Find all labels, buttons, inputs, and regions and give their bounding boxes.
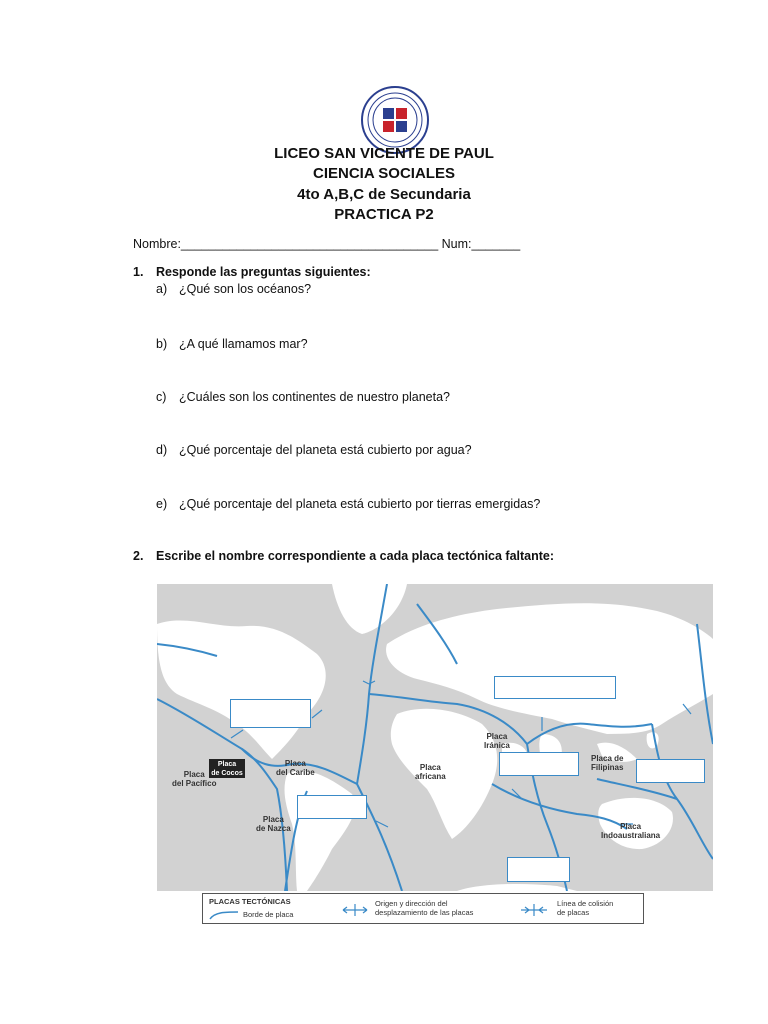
subject-title: CIENCIA SOCIALES <box>313 165 455 182</box>
label-iranian-plate: Placa Iránica <box>484 732 510 750</box>
question-1b-letter: b) <box>156 337 168 351</box>
question-1c-text: ¿Cuáles son los continentes de nuestro planeta? <box>179 390 451 404</box>
name-number-line[interactable]: Nombre:_____________________________________ Num:_______ <box>133 237 521 251</box>
question-1a-letter: a) <box>156 282 168 296</box>
grade-title: 4to A,B,C de Secundaria <box>297 186 471 203</box>
school-name: LICEO SAN VICENTE DE PAUL <box>274 145 494 162</box>
question-1e-text: ¿Qué porcentaje del planeta está cubierto por tierras emergidas? <box>179 497 541 511</box>
label-philippine-plate: Placa de Filipinas <box>591 754 624 772</box>
question-1d-letter: d) <box>156 443 168 457</box>
label-pacific-plate: Placa del Pacífico <box>172 770 217 788</box>
label-cocos-plate: Placa de Cocos <box>209 759 245 778</box>
legend-title: PLACAS TECTÓNICAS <box>209 897 291 906</box>
answer-box-pacific-east-plate[interactable] <box>636 759 705 783</box>
tectonic-plates-map <box>157 584 713 891</box>
question-2-title: Escribe el nombre correspondiente a cada placa tectónica faltante: <box>156 549 555 563</box>
question-1c-letter: c) <box>156 390 167 404</box>
label-indo-australian-plate: Placa Indoaustraliana <box>601 822 661 840</box>
answer-box-arabian-plate[interactable] <box>499 752 579 776</box>
label-caribbean-plate: Placa del Caribe <box>276 759 315 777</box>
question-1d-text: ¿Qué porcentaje del planeta está cubierto por agua? <box>179 443 472 457</box>
question-2-number: 2. <box>133 549 144 563</box>
question-1-number: 1. <box>133 265 144 279</box>
answer-box-antarctic-plate[interactable] <box>507 857 570 882</box>
displacement-arrow-icon <box>341 904 369 916</box>
map-legend <box>202 893 644 924</box>
plate-border-icon <box>209 910 239 920</box>
question-1-title: Responde las preguntas siguientes: <box>156 265 371 279</box>
label-nazca-plate: Placa de Nazca <box>256 815 291 833</box>
legend-origin-label: Origen y dirección del desplazamiento de las placas <box>375 899 474 917</box>
practice-title: PRACTICA P2 <box>334 206 434 223</box>
collision-line-icon <box>519 904 549 916</box>
question-1b-text: ¿A qué llamamos mar? <box>179 337 308 351</box>
question-1e-letter: e) <box>156 497 168 511</box>
answer-box-eurasian-plate[interactable] <box>494 676 616 699</box>
label-african-plate: Placa africana <box>415 763 446 781</box>
legend-border-label: Borde de placa <box>243 910 294 919</box>
answer-box-south-american-plate[interactable] <box>297 795 367 819</box>
legend-collision-label: Línea de colisión de placas <box>557 899 614 917</box>
answer-box-north-american-plate[interactable] <box>230 699 311 728</box>
question-1a-text: ¿Qué son los océanos? <box>179 282 312 296</box>
